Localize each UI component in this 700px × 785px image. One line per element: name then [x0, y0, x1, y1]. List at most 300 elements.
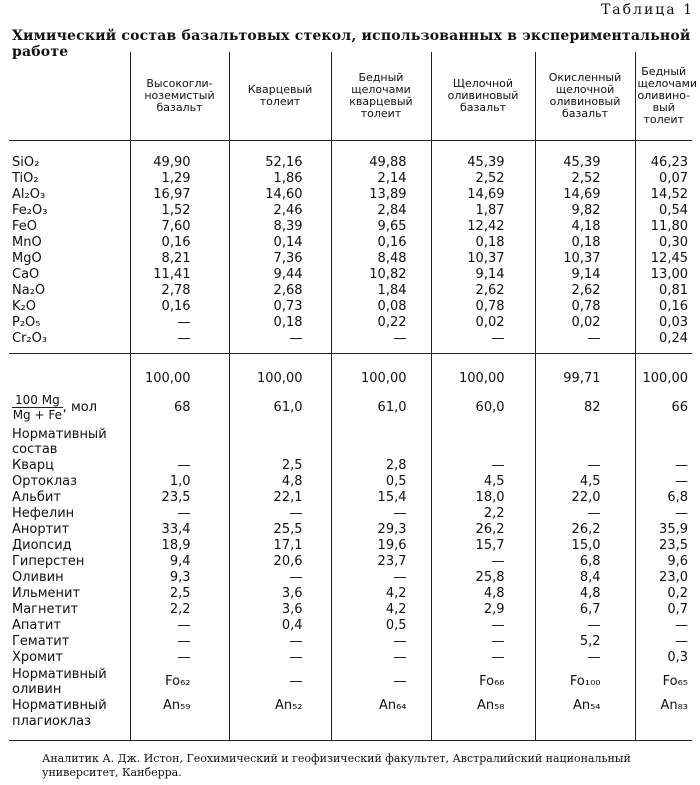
cell: —: [130, 458, 229, 474]
cell: —: [331, 506, 431, 522]
cell: 2,52: [535, 171, 635, 187]
cell: 0,18: [229, 315, 331, 331]
mineral-row: [9, 490, 692, 506]
table-number: Таблица 1: [600, 2, 694, 18]
cell: 45,39: [535, 155, 635, 171]
cell: —: [431, 458, 535, 474]
cell: 14,69: [431, 187, 535, 203]
cell: 4,8: [535, 586, 635, 602]
row-label: [9, 634, 130, 650]
row-label: [9, 458, 130, 474]
cell: [635, 426, 692, 458]
cell: 9,82: [535, 203, 635, 219]
row-label-text: Кварц: [12, 457, 54, 473]
row-label-text: Диопсид: [12, 537, 72, 553]
cell: 0,24: [635, 331, 692, 347]
cell: —: [635, 506, 692, 522]
oxide-row: [9, 251, 692, 267]
row-label-text: Магнетит: [12, 601, 79, 617]
cell: 0,18: [535, 235, 635, 251]
cell: 0,30: [635, 235, 692, 251]
mg-ratio-row: [9, 390, 692, 426]
cell: 0,16: [635, 299, 692, 315]
cell: 9,3: [130, 570, 229, 586]
cell: [331, 426, 431, 458]
cell: 13,89: [331, 187, 431, 203]
cell: 9,6: [635, 554, 692, 570]
mineral-row: [9, 458, 692, 474]
cell: 26,2: [431, 522, 535, 538]
cell: An₅₈: [431, 698, 535, 741]
cell: Fo₆₆: [431, 666, 535, 698]
cell: 2,62: [431, 283, 535, 299]
oxide-row: [9, 155, 692, 171]
cell: 2,78: [130, 283, 229, 299]
row-label-text: Нормативный плагиоклаз: [12, 697, 107, 729]
mineral-row: [9, 586, 692, 602]
cell: 68: [130, 390, 229, 426]
cell: —: [130, 331, 229, 347]
cell: 13,00: [635, 267, 692, 283]
row-label: [9, 368, 130, 390]
cell: 2,68: [229, 283, 331, 299]
row-label: [9, 666, 130, 698]
row-label: [9, 171, 130, 187]
row-label-text: CaO: [12, 266, 40, 282]
cell: [229, 353, 331, 368]
row-label-text: Нормативный состав: [12, 426, 107, 457]
cell: 6,8: [635, 490, 692, 506]
cell: 8,21: [130, 251, 229, 267]
cell: 1,29: [130, 171, 229, 187]
mineral-row: [9, 554, 692, 570]
cell: 29,3: [331, 522, 431, 538]
cell: —: [635, 618, 692, 634]
row-label-text: P₂O₅: [12, 314, 41, 330]
cell: 23,7: [331, 554, 431, 570]
row-label: [9, 390, 130, 426]
cell: An₈₃: [635, 698, 692, 741]
cell: 61,0: [331, 390, 431, 426]
cell: 3,6: [229, 602, 331, 618]
cell: 4,8: [431, 586, 535, 602]
row-label-text: Анортит: [12, 521, 70, 537]
cell: 0,02: [535, 315, 635, 331]
cell: 25,5: [229, 522, 331, 538]
cell: 0,2: [635, 586, 692, 602]
cell: 10,82: [331, 267, 431, 283]
cell: 14,60: [229, 187, 331, 203]
olivine-row: [9, 666, 692, 698]
row-label-text: Хромит: [12, 649, 63, 665]
cell: 15,7: [431, 538, 535, 554]
table-body: [9, 140, 692, 740]
column-header-5: Окисленный щелочной оливиновый базальт: [535, 52, 635, 140]
cell: 2,5: [130, 586, 229, 602]
cell: An₆₄: [331, 698, 431, 741]
cell: 20,6: [229, 554, 331, 570]
cell: —: [431, 331, 535, 347]
cell: 61,0: [229, 390, 331, 426]
row-label: [9, 267, 130, 283]
cell: An₅₂: [229, 698, 331, 741]
row-label-text: Ортоклаз: [12, 473, 78, 489]
ratio-unit: , мол: [62, 399, 98, 415]
cell: [130, 353, 229, 368]
cell: 1,87: [431, 203, 535, 219]
cell: 23,5: [130, 490, 229, 506]
cell: —: [635, 458, 692, 474]
mineral-row: [9, 618, 692, 634]
cell: —: [331, 570, 431, 586]
row-label: [9, 618, 130, 634]
cell: [431, 426, 535, 458]
cell: 33,4: [130, 522, 229, 538]
cell: 0,16: [130, 299, 229, 315]
cell: —: [431, 618, 535, 634]
row-label-text: Ильменит: [12, 585, 81, 601]
fraction-numerator: 100 Mg: [12, 393, 63, 408]
row-label: [9, 140, 130, 155]
cell: 4,2: [331, 602, 431, 618]
cell: 0,14: [229, 235, 331, 251]
cell: —: [130, 618, 229, 634]
column-header-1: Высокогли- ноземистый базальт: [130, 52, 229, 140]
column-header-2: Кварцевый толеит: [229, 52, 331, 140]
cell: 8,48: [331, 251, 431, 267]
row-label: [9, 506, 130, 522]
column-header-3: Бедный щелочами кварцевый толеит: [331, 52, 431, 140]
cell: 49,90: [130, 155, 229, 171]
cell: 9,65: [331, 219, 431, 235]
cell: [431, 140, 535, 155]
cell: —: [130, 634, 229, 650]
row-label: [9, 650, 130, 666]
cell: [229, 140, 331, 155]
cell: 100,00: [130, 368, 229, 390]
cell: 0,5: [331, 618, 431, 634]
row-label: [9, 602, 130, 618]
row-label: [9, 315, 130, 331]
cell: 100,00: [229, 368, 331, 390]
row-label-text: Альбит: [12, 489, 61, 505]
row-label: [9, 522, 130, 538]
row-label: [9, 203, 130, 219]
cell: 0,16: [130, 235, 229, 251]
row-label: [9, 554, 130, 570]
cell: —: [130, 650, 229, 666]
cell: —: [331, 331, 431, 347]
cell: 46,23: [635, 155, 692, 171]
cell: 4,18: [535, 219, 635, 235]
cell: —: [229, 570, 331, 586]
row-label-text: SiO₂: [12, 154, 40, 170]
row-label-text: Гематит: [12, 633, 70, 649]
cell: —: [229, 506, 331, 522]
cell: 3,6: [229, 586, 331, 602]
oxide-row: [9, 299, 692, 315]
cell: 0,03: [635, 315, 692, 331]
cell: 0,08: [331, 299, 431, 315]
cell: 0,78: [431, 299, 535, 315]
cell: An₅₄: [535, 698, 635, 741]
cell: 22,0: [535, 490, 635, 506]
mineral-row: [9, 602, 692, 618]
cell: 4,8: [229, 474, 331, 490]
cell: 1,52: [130, 203, 229, 219]
cell: —: [635, 634, 692, 650]
oxide-row: [9, 235, 692, 251]
cell: 2,52: [431, 171, 535, 187]
row-label: [9, 698, 130, 741]
cell: 26,2: [535, 522, 635, 538]
cell: [635, 140, 692, 155]
cell: 0,18: [431, 235, 535, 251]
row-label: [9, 586, 130, 602]
row-label: [9, 155, 130, 171]
row-label: [9, 490, 130, 506]
normative-header-row: [9, 426, 692, 458]
cell: —: [535, 618, 635, 634]
cell: 99,71: [535, 368, 635, 390]
mineral-row: [9, 506, 692, 522]
row-label-text: MnO: [12, 234, 42, 250]
row-label-text: Cr₂O₃: [12, 330, 48, 346]
cell: 2,2: [431, 506, 535, 522]
cell: [130, 140, 229, 155]
cell: 2,84: [331, 203, 431, 219]
footnote: Аналитик А. Дж. Истон, Геохимический и геофизический факультет, Австралийский национальный университет, Канберра.: [42, 752, 631, 779]
row-label: [9, 187, 130, 203]
cell: 6,8: [535, 554, 635, 570]
row-label-text: Al₂O₃: [12, 186, 46, 202]
row-label-text: K₂O: [12, 298, 36, 314]
cell: 2,5: [229, 458, 331, 474]
row-label: [9, 353, 130, 368]
cell: [535, 353, 635, 368]
cell: 14,52: [635, 187, 692, 203]
cell: Fo₆₂: [130, 666, 229, 698]
cell: 0,16: [331, 235, 431, 251]
cell: 9,44: [229, 267, 331, 283]
cell: —: [229, 666, 331, 698]
mineral-row: [9, 650, 692, 666]
cell: Fo₆₅: [635, 666, 692, 698]
oxide-row: [9, 171, 692, 187]
cell: 18,9: [130, 538, 229, 554]
cell: —: [229, 650, 331, 666]
cell: [331, 353, 431, 368]
spacer-row: [9, 353, 692, 368]
cell: 15,0: [535, 538, 635, 554]
header-row: [9, 52, 692, 140]
cell: 16,97: [130, 187, 229, 203]
cell: 18,0: [431, 490, 535, 506]
row-label-text: Fe₂O₃: [12, 202, 48, 218]
cell: 7,36: [229, 251, 331, 267]
cell: 4,5: [535, 474, 635, 490]
oxide-row: [9, 283, 692, 299]
cell: 8,39: [229, 219, 331, 235]
cell: 23,5: [635, 538, 692, 554]
column-header-6: Бедный щелочами оливино- вый толеит: [635, 52, 692, 140]
mineral-row: [9, 474, 692, 490]
cell: 0,4: [229, 618, 331, 634]
cell: 100,00: [331, 368, 431, 390]
cell: 9,14: [535, 267, 635, 283]
cell: 7,60: [130, 219, 229, 235]
cell: —: [331, 634, 431, 650]
row-label: [9, 235, 130, 251]
cell: 17,1: [229, 538, 331, 554]
cell: 45,39: [431, 155, 535, 171]
cell: 10,37: [535, 251, 635, 267]
cell: —: [535, 650, 635, 666]
total-row: [9, 368, 692, 390]
cell: 2,62: [535, 283, 635, 299]
cell: 25,8: [431, 570, 535, 586]
cell: 100,00: [431, 368, 535, 390]
cell: 15,4: [331, 490, 431, 506]
mineral-row: [9, 538, 692, 554]
cell: 0,73: [229, 299, 331, 315]
row-label-text: MgO: [12, 250, 42, 266]
mineral-row: [9, 570, 692, 586]
header-corner: [9, 52, 130, 140]
cell: —: [331, 650, 431, 666]
row-label: [9, 426, 130, 458]
row-label: [9, 538, 130, 554]
cell: 1,86: [229, 171, 331, 187]
table-title: Химический состав базальтовых стекол, использованных в экспериментальной работе: [12, 28, 691, 60]
row-label-text: Нормативный оливин: [12, 666, 107, 697]
oxide-row: [9, 331, 692, 347]
row-label-text: Апатит: [12, 617, 61, 633]
row-label-text: Na₂O: [12, 282, 46, 298]
cell: 2,8: [331, 458, 431, 474]
cell: —: [229, 634, 331, 650]
cell: 4,5: [431, 474, 535, 490]
cell: 0,3: [635, 650, 692, 666]
cell: 5,2: [535, 634, 635, 650]
cell: 0,7: [635, 602, 692, 618]
cell: [229, 426, 331, 458]
cell: An₅₉: [130, 698, 229, 741]
row-label: [9, 474, 130, 490]
cell: [535, 140, 635, 155]
cell: 9,4: [130, 554, 229, 570]
column-header-4: Щелочной оливиновый базальт: [431, 52, 535, 140]
plagioclase-row: [9, 698, 692, 741]
cell: 12,45: [635, 251, 692, 267]
cell: —: [535, 331, 635, 347]
cell: 1,84: [331, 283, 431, 299]
row-label: [9, 283, 130, 299]
cell: —: [635, 474, 692, 490]
cell: 0,78: [535, 299, 635, 315]
oxide-row: [9, 315, 692, 331]
cell: 2,9: [431, 602, 535, 618]
cell: 2,2: [130, 602, 229, 618]
cell: 10,37: [431, 251, 535, 267]
oxide-row: [9, 267, 692, 283]
cell: 2,14: [331, 171, 431, 187]
row-label: [9, 299, 130, 315]
cell: Fo₁₀₀: [535, 666, 635, 698]
cell: —: [535, 458, 635, 474]
oxide-row: [9, 219, 692, 235]
cell: —: [130, 315, 229, 331]
cell: 100,00: [635, 368, 692, 390]
cell: 6,7: [535, 602, 635, 618]
cell: 0,02: [431, 315, 535, 331]
row-label-text: FeO: [12, 218, 37, 234]
cell: —: [431, 634, 535, 650]
cell: [331, 140, 431, 155]
fraction-denominator: Mg + Fe: [12, 408, 62, 422]
cell: 11,80: [635, 219, 692, 235]
row-label-text: Оливин: [12, 569, 64, 585]
cell: 0,5: [331, 474, 431, 490]
composition-table: [9, 52, 698, 741]
cell: 2,46: [229, 203, 331, 219]
oxide-row: [9, 203, 692, 219]
cell: 9,14: [431, 267, 535, 283]
cell: 8,4: [535, 570, 635, 586]
row-label-text: Нефелин: [12, 505, 75, 521]
cell: 14,69: [535, 187, 635, 203]
cell: 0,07: [635, 171, 692, 187]
cell: 22,1: [229, 490, 331, 506]
cell: 49,88: [331, 155, 431, 171]
row-label: [9, 219, 130, 235]
cell: 11,41: [130, 267, 229, 283]
cell: [535, 426, 635, 458]
cell: [431, 353, 535, 368]
cell: 23,0: [635, 570, 692, 586]
oxide-row: [9, 187, 692, 203]
cell: 35,9: [635, 522, 692, 538]
row-label: [9, 570, 130, 586]
row-label-text: Гиперстен: [12, 553, 85, 569]
mineral-row: [9, 634, 692, 650]
cell: [635, 353, 692, 368]
cell: 82: [535, 390, 635, 426]
cell: 60,0: [431, 390, 535, 426]
mg-ratio-label: [12, 393, 130, 422]
cell: —: [431, 554, 535, 570]
cell: 19,6: [331, 538, 431, 554]
spacer-row: [9, 140, 692, 155]
mineral-row: [9, 522, 692, 538]
cell: 66: [635, 390, 692, 426]
cell: [130, 426, 229, 458]
cell: 0,81: [635, 283, 692, 299]
cell: 4,2: [331, 586, 431, 602]
cell: 12,42: [431, 219, 535, 235]
cell: 0,54: [635, 203, 692, 219]
cell: —: [130, 506, 229, 522]
cell: 1,0: [130, 474, 229, 490]
row-label-text: TiO₂: [12, 170, 39, 186]
cell: —: [229, 331, 331, 347]
cell: —: [431, 650, 535, 666]
mg-ratio-fraction: [12, 393, 63, 422]
cell: —: [331, 666, 431, 698]
row-label: [9, 331, 130, 347]
cell: 0,22: [331, 315, 431, 331]
row-label: [9, 251, 130, 267]
